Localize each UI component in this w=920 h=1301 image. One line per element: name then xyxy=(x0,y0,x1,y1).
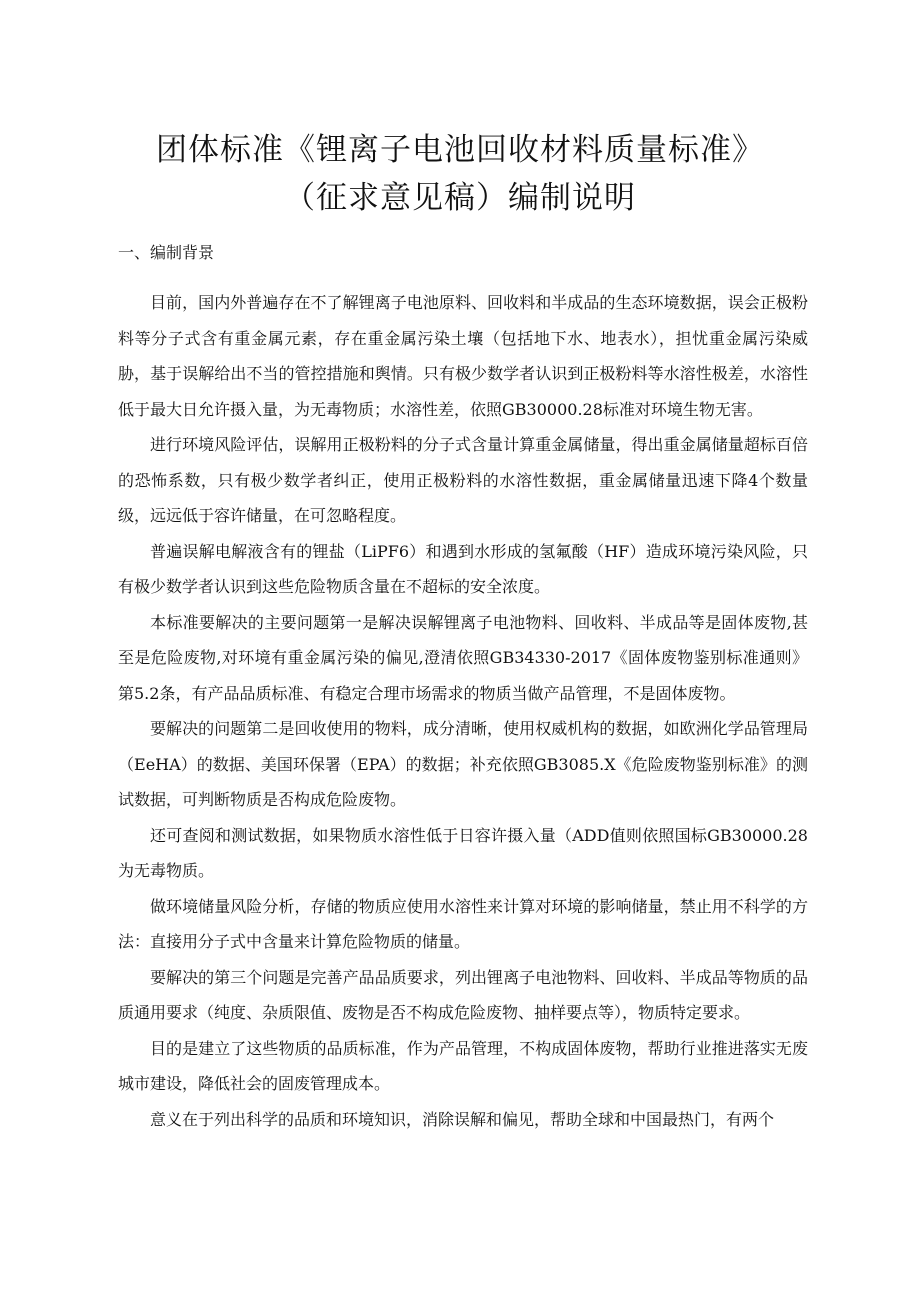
paragraph: 目前，国内外普遍存在不了解锂离子电池原料、回收料和半成品的生态环境数据，误会正极粉料等分子式含有重金属元素，存在重金属污染土壤（包括地下水、地表水），担忧重金属污染威胁，基于误解给出不当的管控措施和舆情。只有极少数学者认识到正极粉料等水溶性极差，水溶性低于最大日允许摄入量，为无毒物质；水溶性差，依照GB30000.28标准对环境生物无害。 xyxy=(118,293,808,419)
document-title-line2: （征求意见稿）编制说明 xyxy=(284,180,636,216)
section-heading: 一、编制背景 xyxy=(118,243,215,262)
paragraph: 本标准要解决的主要问题第一是解决误解锂离子电池物料、回收料、半成品等是固体废物,甚至是危险废物,对环境有重金属污染的偏见,澄清依照GB34330-2017《固体废物鉴别标准通则》第5.2条，有产品品质标准、有稳定合理市场需求的物质当做产品管理，不是固体废物。 xyxy=(118,612,808,703)
document-body xyxy=(118,285,808,1137)
paragraph: 普遍误解电解液含有的锂盐（LiPF6）和遇到水形成的氢氟酸（HF）造成环境污染风险，只有极少数学者认识到这些危险物质含量在不超标的安全浓度。 xyxy=(118,541,808,596)
paragraph: 目的是建立了这些物质的品质标准，作为产品管理，不构成固体废物，帮助行业推进落实无废城市建设，降低社会的固废管理成本。 xyxy=(118,1038,808,1093)
paragraph: 还可查阅和测试数据，如果物质水溶性低于日容许摄入量（ADD值则依照国标GB30000.28为无毒物质。 xyxy=(118,825,808,880)
paragraph: 做环境储量风险分析，存储的物质应使用水溶性来计算对环境的影响储量，禁止用不科学的方法：直接用分子式中含量来计算危险物质的储量。 xyxy=(118,896,808,951)
document-title-line1: 团体标准《锂离子电池回收材料质量标准》 xyxy=(156,132,764,168)
paragraph: 要解决的第三个问题是完善产品品质要求，列出锂离子电池物料、回收料、半成品等物质的品质通用要求（纯度、杂质限值、废物是否不构成危险废物、抽样要点等），物质特定要求。 xyxy=(118,967,808,1022)
paragraph: 进行环境风险评估，误解用正极粉料的分子式含量计算重金属储量，得出重金属储量超标百倍的恐怖系数，只有极少数学者纠正，使用正极粉料的水溶性数据，重金属储量迅速下降4个数量级，远远低于容许储量，在可忽略程度。 xyxy=(118,435,808,525)
paragraph: 意义在于列出科学的品质和环境知识，消除误解和偏见，帮助全球和中国最热门，有两个 xyxy=(150,1109,775,1129)
paragraph: 要解决的问题第二是回收使用的物料，成分清晰，使用权威机构的数据，如欧洲化学品管理局（EeHA）的数据、美国环保署（EPA）的数据；补充依照GB3085.X《危险废物鉴别标准》的测试数据，可判断物质是否构成危险废物。 xyxy=(118,719,808,809)
